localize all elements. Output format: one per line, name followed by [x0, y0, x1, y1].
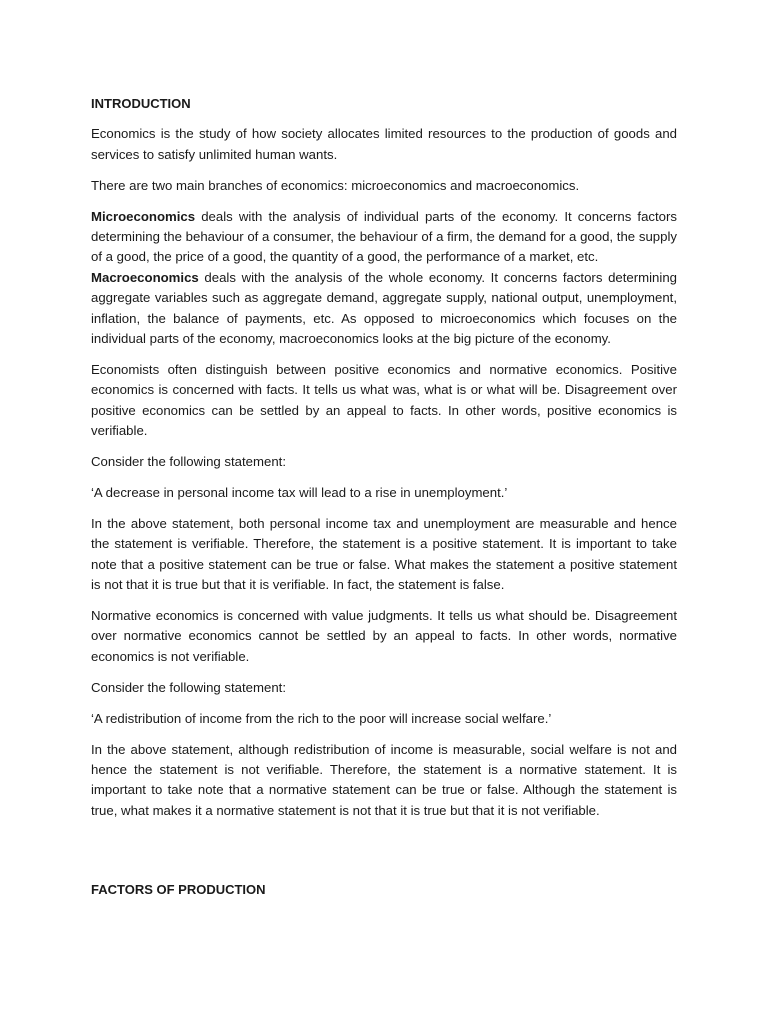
quote-normative-statement: ‘A redistribution of income from the rich to the poor will increase social welfare.’	[91, 710, 552, 726]
microeconomics-text: deals with the analysis of individual parts of the economy. It concerns factors determining the behaviour of a consumer, the behaviour of a firm, the demand for a good, the supply of a good, the price of a good, the quantity of a good, the performance of a market, etc.	[91, 208, 677, 265]
paragraph-normative-economics: Normative economics is concerned with value judgments. It tells us what should be. Disagreement over normative economics cannot be settled by an appeal to facts. In other words, normative economics is not verifiable.	[91, 608, 677, 664]
section-heading-introduction: INTRODUCTION	[91, 96, 191, 111]
document-body	[91, 94, 677, 832]
paragraph-positive-economics: Economists often distinguish between positive economics and normative economics. Positive economics is concerned with facts. It tells us what was, what is or what will be. Disagreement over positive economics can be settled by an appeal to facts. In other words, positive economics is verifiable.	[91, 361, 677, 439]
paragraph-branches: There are two main branches of economics: microeconomics and macroeconomics.	[91, 177, 580, 193]
quote-positive-statement: ‘A decrease in personal income tax will lead to a rise in unemployment.’	[91, 485, 508, 500]
paragraph-positive-explanation: In the above statement, both personal income tax and unemployment are measurable and hence the statement is verifiable. Therefore, the statement is a positive statement. It is important to take note that a positive statement can be true or false. What makes the statement a positive statement is not that it is true but that it is verifiable. In fact, the statement is false.	[91, 515, 677, 593]
section-heading-factors-of-production: FACTORS OF PRODUCTION	[91, 882, 266, 897]
paragraph-definition: Economics is the study of how society allocates limited resources to the production of goods and services to satisfy unlimited human wants.	[91, 126, 677, 162]
paragraph-consider-1: Consider the following statement:	[91, 454, 286, 470]
paragraph-micro-macro	[91, 207, 677, 350]
paragraph-normative-explanation: In the above statement, although redistribution of income is measurable, social welfare is not and hence the statement is not verifiable. Therefore, the statement is a normative statement. It is important to take note that a normative statement can be true or false. Although the statement is true, what makes it a normative statement is not that it is true but that it is not verifiable.	[91, 741, 677, 818]
term-macroeconomics: Macroeconomics	[91, 269, 199, 285]
term-microeconomics: Microeconomics	[91, 208, 196, 224]
paragraph-consider-2: Consider the following statement:	[91, 679, 286, 695]
macroeconomics-text: deals with the analysis of the whole economy. It concerns factors determining aggregate variables such as aggregate demand, aggregate supply, national output, unemployment, inflation, the balance of payments, etc. As opposed to microeconomics which focuses on the individual parts of the economy, macroeconomics looks at the big picture of the economy.	[91, 269, 677, 347]
